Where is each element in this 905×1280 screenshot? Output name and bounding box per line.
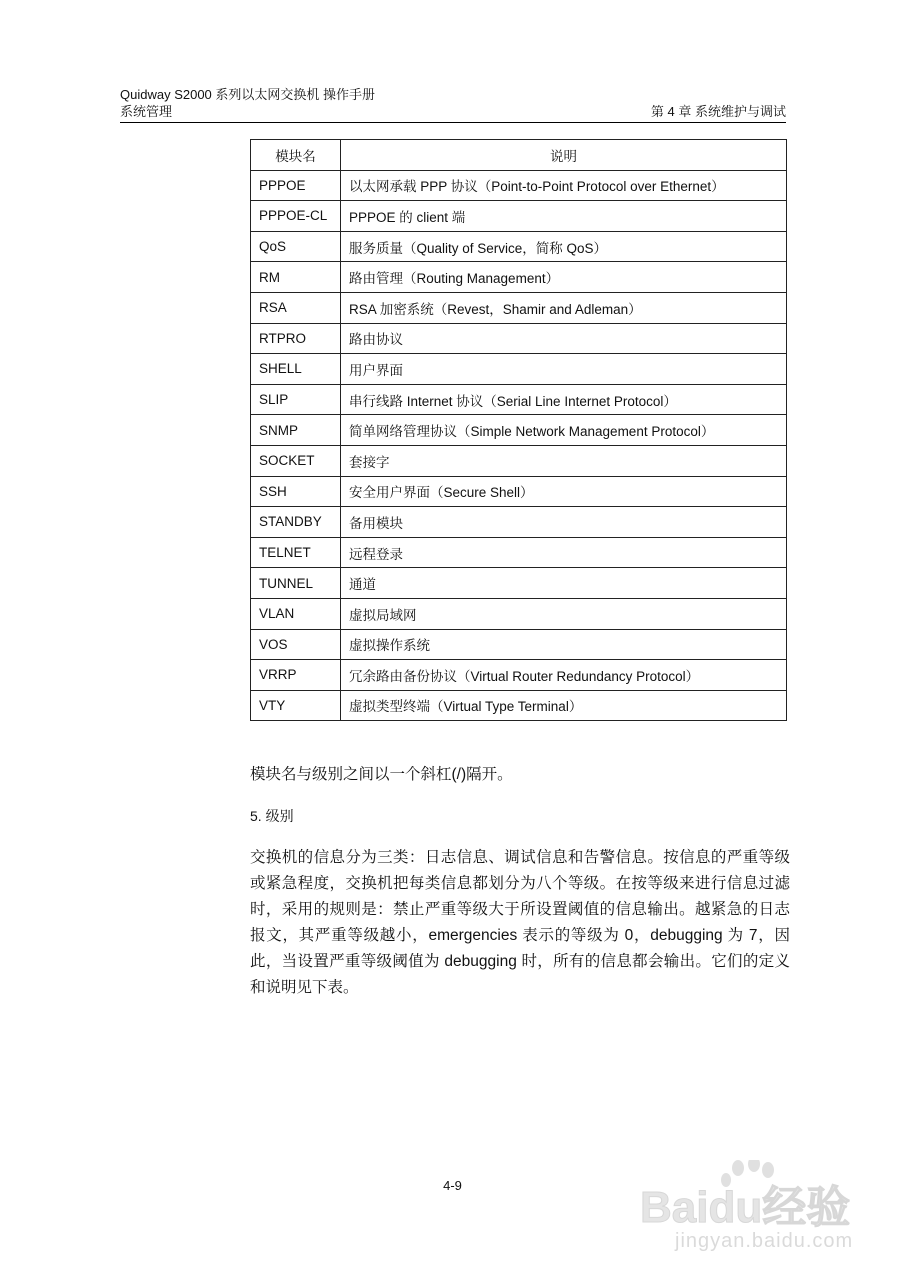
manual-title: Quidway S2000 系列以太网交换机 操作手册 [120, 87, 376, 102]
table-row [251, 292, 787, 323]
table-row [251, 323, 787, 354]
header-rule [120, 122, 786, 123]
module-name-cell: STANDBY [251, 507, 341, 538]
module-description-cell: 串行线路 Internet 协议（Serial Line Internet Protocol） [341, 384, 787, 415]
module-name-cell: VTY [251, 690, 341, 721]
module-description-cell: 路由管理（Routing Management） [341, 262, 787, 293]
module-description-cell: 路由协议 [341, 323, 787, 354]
table-row [251, 231, 787, 262]
table-row [251, 507, 787, 538]
table-row [251, 415, 787, 446]
module-name-cell: SLIP [251, 384, 341, 415]
module-name-cell: TUNNEL [251, 568, 341, 599]
module-name-cell: VLAN [251, 598, 341, 629]
module-description-cell: RSA 加密系统（Revest，Shamir and Adleman） [341, 292, 787, 323]
module-name-cell: QoS [251, 231, 341, 262]
table-row [251, 690, 787, 721]
module-name-cell: SSH [251, 476, 341, 507]
module-description-cell: 套接字 [341, 445, 787, 476]
separator-note: 模块名与级别之间以一个斜杠(/)隔开。 [250, 766, 513, 783]
module-description-cell: 以太网承载 PPP 协议（Point-to-Point Protocol over Ethernet） [341, 170, 787, 201]
chapter-title: 第 4 章 系统维护与调试 [650, 104, 786, 119]
module-description-cell: 安全用户界面（Secure Shell） [341, 476, 787, 507]
module-description-cell: 服务质量（Quality of Service，简称 QoS） [341, 231, 787, 262]
section-title: 系统管理 [120, 104, 173, 119]
table-row [251, 660, 787, 691]
table-row [251, 170, 787, 201]
levels-paragraph: 交换机的信息分为三类：日志信息、调试信息和告警信息。按信息的严重等级或紧急程度，交换机把每类信息都划分为八个等级。在按等级来进行信息过滤时，采用的规则是：禁止严重等级大于所设置阈值的信息输出。越紧急的日志报文，其严重等级越小，emergencies 表示的等级为 0，debugging 为 7，因此，当设置严重等级阈值为 debugging 时，所有的信息都会输出。它们的定义和说明见下表。 [250, 849, 790, 996]
module-name-cell: TELNET [251, 537, 341, 568]
table-row [251, 476, 787, 507]
table-row [251, 445, 787, 476]
module-name-cell: PPPOE [251, 170, 341, 201]
module-description-cell: 虚拟局域网 [341, 598, 787, 629]
module-description-cell: 远程登录 [341, 537, 787, 568]
table-row [251, 354, 787, 385]
baidu-paw-logo [640, 1160, 870, 1230]
module-table [250, 139, 787, 721]
table-row [251, 201, 787, 232]
module-description-cell: 虚拟类型终端（Virtual Type Terminal） [341, 690, 787, 721]
module-name-cell: RTPRO [251, 323, 341, 354]
page-number: 4-9 [443, 1178, 462, 1193]
column-header: 模块名 [251, 140, 341, 171]
module-name-cell: VRRP [251, 660, 341, 691]
watermark-url: jingyan.baidu.com [675, 1230, 854, 1252]
module-name-cell: SNMP [251, 415, 341, 446]
module-description-cell: 冗余路由备份协议（Virtual Router Redundancy Protocol） [341, 660, 787, 691]
module-description-cell: 虚拟操作系统 [341, 629, 787, 660]
table-row [251, 629, 787, 660]
table-row [251, 262, 787, 293]
table-row [251, 537, 787, 568]
table-header-row [251, 140, 787, 171]
module-name-cell: PPPOE-CL [251, 201, 341, 232]
module-name-cell: SHELL [251, 354, 341, 385]
column-header: 说明 [341, 140, 787, 171]
module-name-cell: RSA [251, 292, 341, 323]
watermark-logo-text: Baidu经验 [640, 1183, 851, 1230]
table-row [251, 384, 787, 415]
module-description-cell: 用户界面 [341, 354, 787, 385]
module-description-cell: 备用模块 [341, 507, 787, 538]
module-description-cell: 简单网络管理协议（Simple Network Management Protocol） [341, 415, 787, 446]
module-description-cell: PPPOE 的 client 端 [341, 201, 787, 232]
page-header [120, 86, 786, 120]
table-row [251, 568, 787, 599]
module-name-cell: VOS [251, 629, 341, 660]
module-name-cell: RM [251, 262, 341, 293]
table-body [251, 170, 787, 721]
module-name-cell: SOCKET [251, 445, 341, 476]
table-row [251, 598, 787, 629]
section-heading: 5. 级别 [250, 808, 294, 824]
module-description-cell: 通道 [341, 568, 787, 599]
baidu-watermark [640, 1140, 870, 1260]
